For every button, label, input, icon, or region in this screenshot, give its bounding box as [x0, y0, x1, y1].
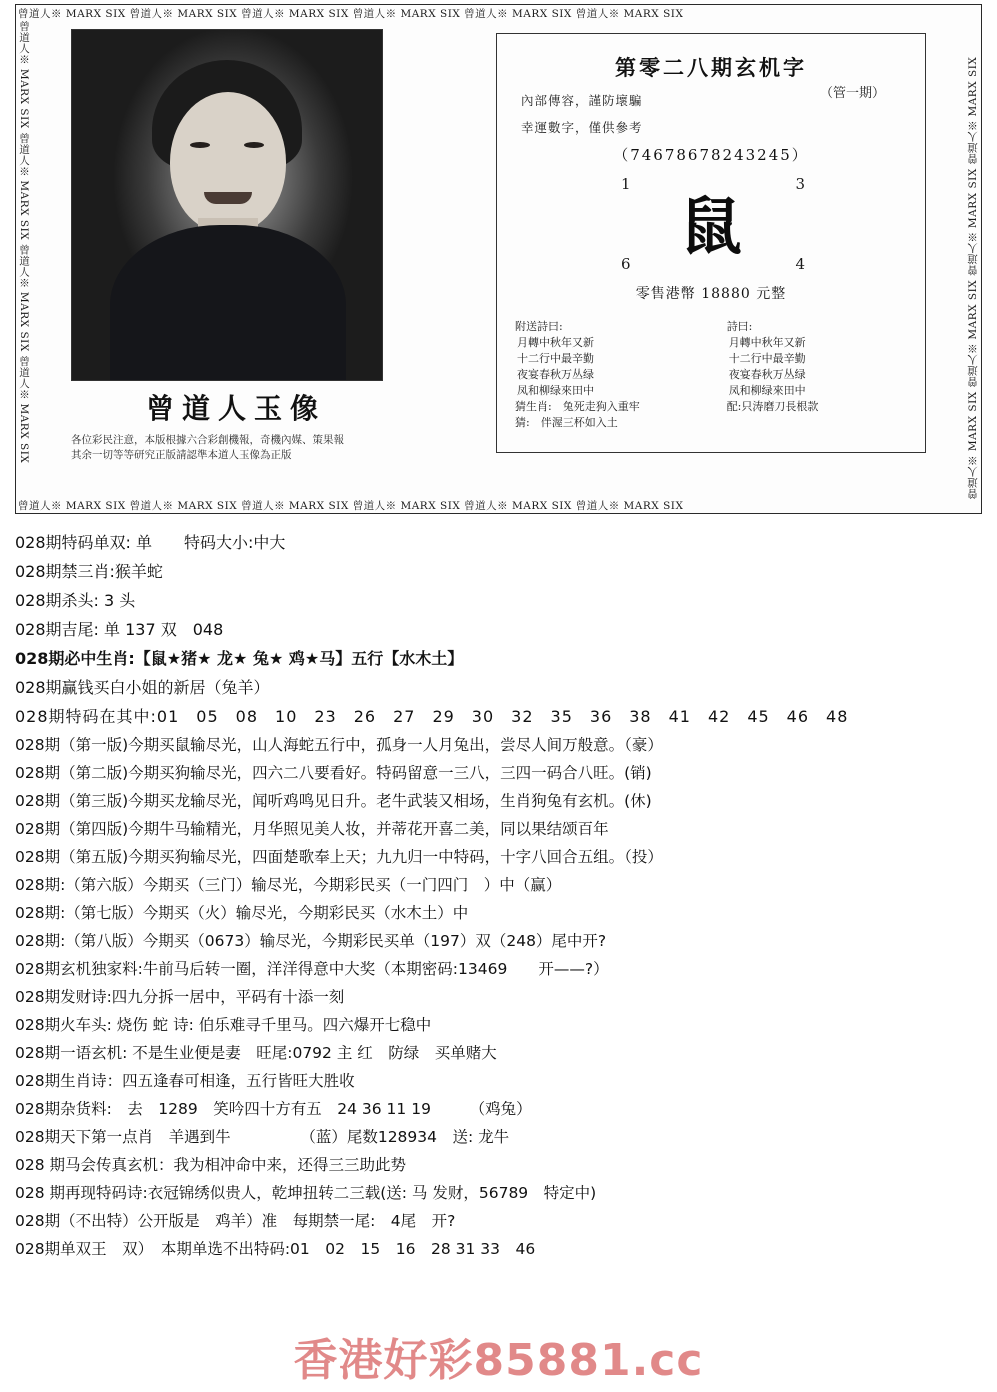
poem-column-left	[515, 319, 695, 431]
portrait-face	[170, 92, 286, 232]
poem-right-line-3: 夜宴春秋万丛绿	[728, 368, 806, 381]
line-bi-zhong-sheng-xiao: 028期必中生肖:【鼠★猪★ 龙★ 兔★ 鸡★马】五行【水木土】	[15, 649, 464, 668]
poem-left-line-1: 月轉中秋年又新	[517, 336, 594, 349]
poem-right-heading: 詩曰:	[726, 320, 753, 333]
card-lucky-digits: （74678678243245）	[613, 146, 809, 164]
line-version-1: 028期（第一版)今期买鼠输尽光，山人海蛇五行中，孤身一人月兔出，尝尽人间万般意。（豪）	[15, 736, 663, 754]
marquee-right-text: 曾道人※ MARX SIX 曾道人※ MARX SIX 曾道人※ MARX SIX 曾道人※ MARX SIX	[967, 56, 979, 499]
prediction-list	[15, 528, 982, 1263]
portrait-note-line-1: 各位彩民注意，本版根據六合彩創機報，奇機內媒、策果報	[71, 434, 344, 446]
poem-left-heading: 附送詩曰:	[515, 320, 563, 333]
corner-number-bottom-left: 6	[621, 255, 631, 273]
card-subtitle-1: 內部傳容，謹防壞騙	[521, 93, 643, 108]
portrait-mouth	[204, 192, 252, 204]
line-facai-poem: 028期发财诗:四九分拆一居中，平码有十添一刻	[15, 988, 345, 1006]
guess-line-right: 配:只涛磨刀長根款	[726, 400, 819, 413]
portrait-block	[71, 29, 401, 463]
marquee-right	[965, 21, 980, 499]
line-version-7: 028期:（第七版）今期买（火）输尽光，今期彩民买（水木土）中	[15, 904, 469, 922]
corner-number-bottom-right: 4	[795, 255, 805, 273]
corner-number-top-right: 3	[795, 175, 805, 193]
portrait-note-line-2: 其余一切等等研究正版請認準本道人玉像為正版	[71, 449, 292, 461]
guess-line-2: 猜: 伴渥三杯如入土	[515, 416, 618, 429]
guess-zodiac-line: 猜生肖: 兔死走狗入重牢	[515, 400, 640, 413]
poster-banner	[15, 4, 982, 514]
card-price: 零售港幣 18880 元整	[635, 286, 787, 302]
line-version-6: 028期:（第六版）今期买（三门）输尽光，今期彩民买（一门四门 ）中（赢）	[15, 876, 562, 894]
line-version-5: 028期（第五版)今期买狗输尽光，四面楚歌奉上天；九九归一中特码，十字八回合五组。（投）	[15, 848, 663, 866]
marquee-bottom: 曾道人※ MARX SIX 曾道人※ MARX SIX 曾道人※ MARX SIX 曾道人※ MARX SIX 曾道人※ MARX SIX 曾道人※ MARX SIX	[18, 500, 684, 512]
line-buchu-te: 028期（不出特）公开版是 鸡羊）准 每期禁一尾: 4尾 开?	[15, 1212, 456, 1230]
watermark-part-2: 85881	[473, 1335, 632, 1386]
zodiac-character: 鼠	[679, 190, 742, 263]
watermark-part-1: 香港好彩	[293, 1335, 474, 1386]
poem-right-line-2: 十二行中最辛勤	[728, 352, 806, 365]
portrait-eye-left	[190, 142, 210, 148]
portrait-title: 曾道人玉像	[145, 392, 326, 425]
line-jin-san-xiao: 028期禁三肖:猴羊蛇	[15, 562, 163, 581]
portrait-eye-right	[244, 142, 264, 148]
line-version-3: 028期（第三版)今期买龙输尽光，闻听鸡鸣见日升。老牛武装又相场，生肖狗兔有玄机。(休)	[15, 792, 652, 810]
line-sha-tou: 028期杀头: 3 头	[15, 591, 136, 610]
poem-left-line-3: 夜宴春秋万丛绿	[517, 368, 594, 381]
line-zahuoliao: 028期杂货料: 去 1289 笑吟四十方有五 24 36 11 19 （鸡兔）	[15, 1100, 532, 1118]
poem-right-line-4: 凤和柳绿來田中	[728, 384, 806, 397]
line-te-ma-zai-qi-zhong: 028期特码在其中:01 05 08 10 23 26 27 29 30 32 35 36 38 41 42 45 46 48	[15, 707, 849, 726]
xuanji-card	[496, 33, 926, 453]
marquee-left	[17, 21, 32, 499]
portrait-torso	[110, 225, 346, 381]
poem-left-line-2: 十二行中最辛勤	[517, 352, 594, 365]
poem-left-lines	[517, 335, 695, 399]
line-version-2: 028期（第二版)今期买狗输尽光，四六二八要看好。特码留意一三八，三四一码合八旺。(销)	[15, 764, 652, 782]
watermark-part-3: .cc	[631, 1335, 704, 1386]
portrait-photo	[71, 29, 383, 381]
card-title: 第零二八期玄机字	[615, 55, 807, 80]
line-te-ma-dan-shuang: 028期特码单双: 单 特码大小:中大	[15, 533, 286, 552]
line-version-8: 028期:（第八版）今期买（0673）输尽光，今期彩民买单（197）双（248）尾中开?	[15, 932, 607, 950]
line-huochetou: 028期火车头: 烧伤 蛇 诗: 伯乐难寻千里马。四六爆开七稳中	[15, 1016, 432, 1034]
line-shengxiao-poem: 028期生肖诗：四五逢春可相逢，五行皆旺大胜收	[15, 1072, 355, 1090]
line-mahui-chuanzhen: 028 期马会传真玄机：我为相冲命中来，还得三三助此势	[15, 1156, 407, 1174]
corner-number-top-left: 1	[621, 175, 631, 193]
poem-left-line-4: 凤和柳绿來田中	[517, 384, 594, 397]
marquee-left-text: 曾道人※ MARX SIX 曾道人※ MARX SIX 曾道人※ MARX SIX 曾道人※ MARX SIX	[18, 21, 30, 464]
line-zaixian-tema-poem: 028 期再现特码诗:衣冠锦绣似贵人，乾坤扭转二三载(送: 马 发财，56789 特定中)	[15, 1184, 597, 1202]
line-tianxia-diyi: 028期天下第一点肖 羊遇到牛 （蓝）尾数128934 送: 龙牛	[15, 1128, 510, 1146]
line-ji-wei: 028期吉尾: 单 137 双 048	[15, 620, 224, 639]
poem-column-right	[727, 319, 907, 431]
site-watermark	[0, 1324, 997, 1388]
card-period-label: （管一期）	[819, 86, 885, 101]
poem-section	[515, 319, 907, 431]
marquee-top: 曾道人※ MARX SIX 曾道人※ MARX SIX 曾道人※ MARX SIX 曾道人※ MARX SIX 曾道人※ MARX SIX 曾道人※ MARX SIX	[18, 8, 684, 20]
poem-right-lines	[729, 335, 907, 399]
card-subtitle-2: 幸運數字，僅供參考	[521, 120, 643, 135]
line-xuanji-exclusive: 028期玄机独家料:牛前马后转一圈，洋洋得意中大奖（本期密码:13469 开——?）	[15, 960, 609, 978]
zodiac-zone	[497, 169, 925, 281]
line-ying-qian-mai: 028期赢钱买白小姐的新居（兔羊）	[15, 678, 270, 697]
line-yiyu-xuanji: 028期一语玄机: 不是生业便是妻 旺尾:0792 主 红 防绿 买单赌大	[15, 1044, 497, 1062]
line-danshuang-wang: 028期单双王 双） 本期单选不出特码:01 02 15 16 28 31 33 46	[15, 1240, 536, 1258]
line-version-4: 028期（第四版)今期牛马输精光，月华照见美人妆，并蒂花开喜二美，同以果结颂百年	[15, 820, 609, 838]
poem-right-line-1: 月轉中秋年又新	[728, 336, 806, 349]
portrait-note	[71, 433, 401, 463]
